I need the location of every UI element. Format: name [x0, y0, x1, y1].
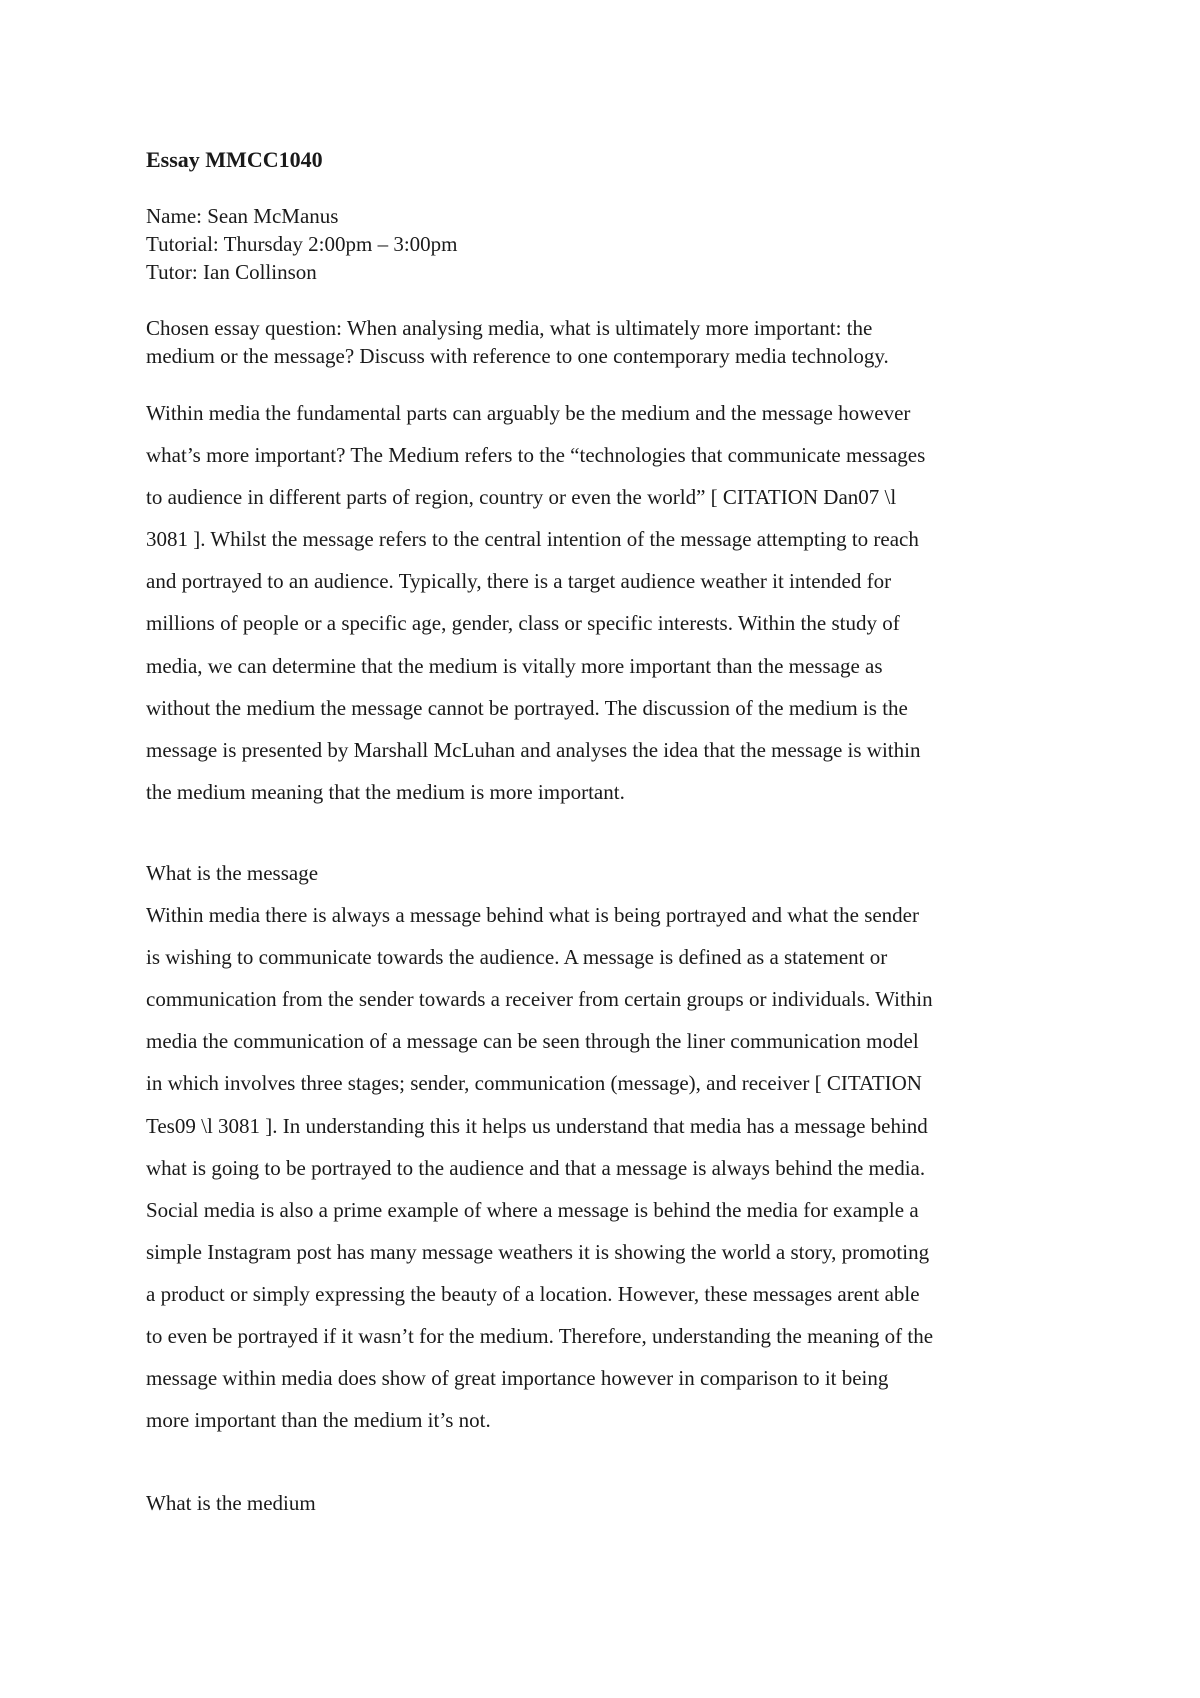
paragraph-line: the medium meaning that the medium is more important.	[146, 779, 625, 804]
paragraph-line: millions of people or a specific age, gender, class or specific interests. Within the study of	[146, 611, 900, 636]
paragraph-line: message within media does show of great importance however in comparison to it being	[146, 1366, 889, 1391]
medium-section	[146, 1482, 316, 1524]
paragraph-line: to audience in different parts of region, country or even the world” [ CITATION Dan07 \l	[146, 485, 897, 510]
student-details	[146, 202, 458, 286]
essay-question	[146, 314, 1046, 370]
paragraph-line: 3081 ]. Whilst the message refers to the central intention of the message attempting to reach	[146, 527, 919, 552]
paragraph-line: to even be portrayed if it wasn’t for the medium. Therefore, understanding the meaning of the	[146, 1324, 934, 1349]
paragraph-line: is wishing to communicate towards the audience. A message is defined as a statement or	[146, 945, 888, 970]
question-line: Chosen essay question: When analysing media, what is ultimately more important: the	[146, 316, 873, 340]
intro-paragraph	[146, 392, 925, 813]
message-section	[146, 852, 933, 1441]
question-line: medium or the message? Discuss with reference to one contemporary media technology.	[146, 344, 889, 368]
paragraph-line: in which involves three stages; sender, communication (message), and receiver [ CITATION	[146, 1071, 922, 1096]
paragraph-line: a product or simply expressing the beauty of a location. However, these messages arent able	[146, 1281, 920, 1306]
student-name-line: Name: Sean McManus	[146, 204, 339, 228]
paragraph-line: simple Instagram post has many message weathers it is showing the world a story, promoting	[146, 1239, 930, 1264]
paragraph-line: media the communication of a message can be seen through the liner communication model	[146, 1029, 919, 1054]
paragraph-line: without the medium the message cannot be portrayed. The discussion of the medium is the	[146, 695, 908, 720]
paragraph-line: what’s more important? The Medium refers to the “technologies that communicate messages	[146, 443, 926, 468]
tutor-name-line: Tutor: Ian Collinson	[146, 260, 317, 284]
paragraph-line: what is going to be portrayed to the audience and that a message is always behind the media.	[146, 1155, 926, 1180]
paragraph-line: Tes09 \l 3081 ]. In understanding this it helps us understand that media has a message behind	[146, 1113, 928, 1138]
section-heading-message: What is the message	[146, 861, 319, 885]
paragraph-line: Social media is also a prime example of where a message is behind the media for example a	[146, 1197, 919, 1222]
section-heading-medium: What is the medium	[146, 1491, 316, 1515]
paragraph-line: media, we can determine that the medium is vitally more important than the message as	[146, 653, 883, 678]
paragraph-line: and portrayed to an audience. Typically, there is a target audience weather it intended for	[146, 569, 892, 594]
essay-title: Essay MMCC1040	[146, 147, 323, 172]
paragraph-line: more important than the medium it’s not.	[146, 1408, 491, 1433]
paragraph-line: Within media the fundamental parts can arguably be the medium and the message however	[146, 401, 911, 425]
paragraph-line: message is presented by Marshall McLuhan and analyses the idea that the message is within	[146, 737, 921, 762]
paragraph-line: Within media there is always a message behind what is being portrayed and what the sender	[146, 903, 920, 928]
paragraph-line: communication from the sender towards a receiver from certain groups or individuals. Within	[146, 987, 933, 1012]
tutorial-time-line: Tutorial: Thursday 2:00pm – 3:00pm	[146, 232, 458, 256]
